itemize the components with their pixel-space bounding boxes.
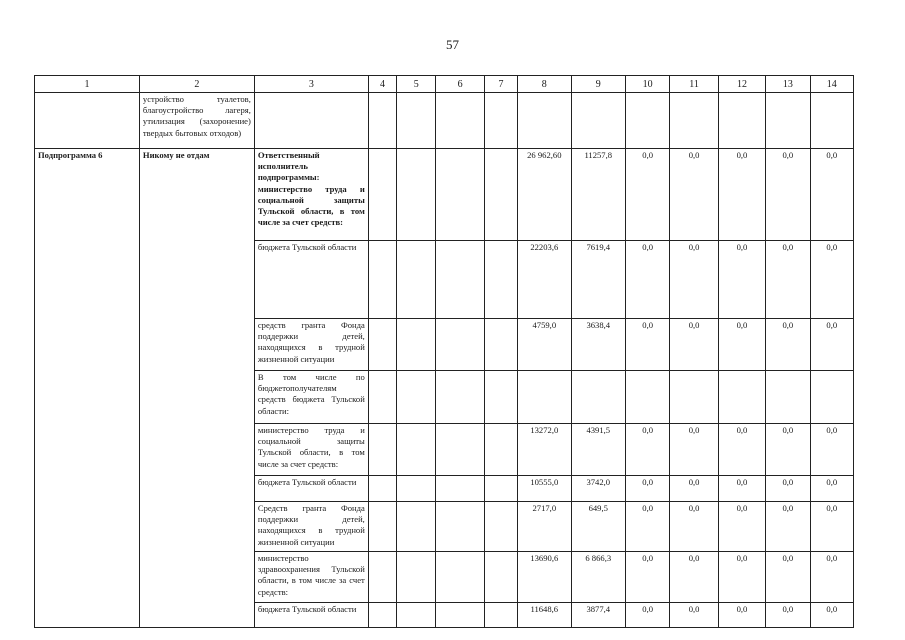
header-cell: 14 — [810, 76, 853, 93]
table-cell — [368, 502, 396, 552]
value-cell: 4759,0 — [518, 319, 571, 371]
value-cell: 0,0 — [625, 424, 669, 476]
table-cell — [484, 241, 517, 319]
value-cell: 0,0 — [766, 149, 810, 241]
table-cell — [571, 93, 625, 149]
table-cell — [484, 149, 517, 241]
header-row — [35, 76, 854, 93]
value-cell: 0,0 — [718, 603, 765, 628]
table-cell — [484, 424, 517, 476]
value-cell: 0,0 — [766, 241, 810, 319]
value-cell: 0,0 — [718, 241, 765, 319]
table-cell — [35, 93, 140, 149]
table-cell — [436, 476, 484, 502]
value-cell: 6 866,3 — [571, 552, 625, 603]
value-cell: 0,0 — [810, 603, 853, 628]
table-cell — [625, 93, 669, 149]
value-cell: 13272,0 — [518, 424, 571, 476]
value-cell: 0,0 — [810, 552, 853, 603]
table-cell — [397, 93, 436, 149]
subprogram-name: Никому не отдам — [139, 149, 254, 628]
table-cell — [397, 603, 436, 628]
value-cell: 0,0 — [625, 241, 669, 319]
header-cell: 9 — [571, 76, 625, 93]
value-cell: 0,0 — [810, 319, 853, 371]
table-cell — [436, 371, 484, 424]
table-cell — [718, 93, 765, 149]
table-cell — [397, 476, 436, 502]
header-cell: 3 — [254, 76, 368, 93]
continuation-text: устройство туалетов, благоустройство лагеря, утилизация (захоронение) твердых бытовых отходов) — [139, 93, 254, 149]
value-cell: 0,0 — [670, 603, 718, 628]
value-cell — [810, 371, 853, 424]
value-cell: 0,0 — [625, 502, 669, 552]
table-cell — [484, 476, 517, 502]
table-cell — [810, 93, 853, 149]
table-cell — [397, 502, 436, 552]
funding-source-label: Средств гранта Фонда поддержки детей, находящихся в трудной жизненной ситуации — [254, 502, 368, 552]
table-cell — [436, 93, 484, 149]
table-cell — [670, 93, 718, 149]
value-cell: 0,0 — [625, 149, 669, 241]
table-row — [35, 149, 854, 241]
table-cell — [484, 603, 517, 628]
table-cell — [368, 241, 396, 319]
value-cell: 11648,6 — [518, 603, 571, 628]
table-cell — [484, 319, 517, 371]
value-cell: 11257,8 — [571, 149, 625, 241]
value-cell: 22203,6 — [518, 241, 571, 319]
subprogram-label: Подпрограмма 6 — [35, 149, 140, 628]
funding-source-label: В том числе по бюджетополучателям средств бюджета Тульской области: — [254, 371, 368, 424]
funding-source-label: Ответственный исполнитель подпрограммы: министерство труда и социальной защиты Тульской области, в том числе за счет средств: — [254, 149, 368, 241]
table-cell — [368, 93, 396, 149]
table-cell — [368, 552, 396, 603]
value-cell: 0,0 — [766, 552, 810, 603]
value-cell — [571, 371, 625, 424]
value-cell: 0,0 — [670, 476, 718, 502]
value-cell: 0,0 — [670, 502, 718, 552]
value-cell: 0,0 — [670, 319, 718, 371]
value-cell: 0,0 — [718, 502, 765, 552]
table-cell — [484, 552, 517, 603]
table-cell — [397, 424, 436, 476]
table-cell — [397, 319, 436, 371]
value-cell — [718, 371, 765, 424]
value-cell: 0,0 — [718, 424, 765, 476]
header-cell: 6 — [436, 76, 484, 93]
value-cell: 10555,0 — [518, 476, 571, 502]
funding-source-label: средств гранта Фонда поддержки детей, находящихся в трудной жизненной ситуации — [254, 319, 368, 371]
table-cell — [397, 371, 436, 424]
header-cell: 11 — [670, 76, 718, 93]
value-cell: 0,0 — [670, 149, 718, 241]
value-cell: 0,0 — [766, 603, 810, 628]
value-cell: 13690,6 — [518, 552, 571, 603]
value-cell: 0,0 — [766, 502, 810, 552]
header-cell: 12 — [718, 76, 765, 93]
table-cell — [368, 476, 396, 502]
budget-table — [34, 75, 854, 628]
value-cell: 0,0 — [810, 476, 853, 502]
funding-source-label: бюджета Тульской области — [254, 241, 368, 319]
value-cell: 4391,5 — [571, 424, 625, 476]
value-cell: 0,0 — [670, 552, 718, 603]
value-cell: 3877,4 — [571, 603, 625, 628]
funding-source-label: министерство труда и социальной защиты Тульской области, в том числе за счет средств: — [254, 424, 368, 476]
table-cell — [436, 552, 484, 603]
value-cell: 0,0 — [810, 502, 853, 552]
table-cell — [484, 371, 517, 424]
value-cell: 649,5 — [571, 502, 625, 552]
value-cell: 0,0 — [766, 476, 810, 502]
funding-source-label: бюджета Тульской области — [254, 603, 368, 628]
continuation-row — [35, 93, 854, 149]
header-cell: 4 — [368, 76, 396, 93]
header-cell: 8 — [518, 76, 571, 93]
table-cell — [397, 552, 436, 603]
table-cell — [436, 149, 484, 241]
value-cell — [766, 371, 810, 424]
header-cell: 5 — [397, 76, 436, 93]
value-cell: 0,0 — [625, 476, 669, 502]
value-cell: 3742,0 — [571, 476, 625, 502]
value-cell — [625, 371, 669, 424]
table-cell — [436, 424, 484, 476]
value-cell: 0,0 — [718, 149, 765, 241]
value-cell: 0,0 — [625, 603, 669, 628]
value-cell: 0,0 — [810, 424, 853, 476]
table-cell — [518, 93, 571, 149]
header-cell: 13 — [766, 76, 810, 93]
table-cell — [436, 319, 484, 371]
value-cell: 0,0 — [670, 241, 718, 319]
table-cell — [436, 502, 484, 552]
table-cell — [436, 603, 484, 628]
table-cell — [397, 149, 436, 241]
value-cell: 7619,4 — [571, 241, 625, 319]
table-cell — [397, 241, 436, 319]
value-cell: 0,0 — [670, 424, 718, 476]
value-cell: 26 962,60 — [518, 149, 571, 241]
table-cell — [368, 371, 396, 424]
table-cell — [368, 149, 396, 241]
page-number: 57 — [446, 37, 459, 52]
value-cell: 0,0 — [718, 476, 765, 502]
table-cell — [484, 93, 517, 149]
value-cell: 2717,0 — [518, 502, 571, 552]
value-cell: 0,0 — [810, 149, 853, 241]
table-cell — [368, 603, 396, 628]
funding-source-label: бюджета Тульской области — [254, 476, 368, 502]
table-cell — [484, 502, 517, 552]
value-cell: 0,0 — [810, 241, 853, 319]
value-cell: 0,0 — [718, 552, 765, 603]
value-cell: 0,0 — [766, 319, 810, 371]
value-cell — [670, 371, 718, 424]
value-cell: 0,0 — [625, 319, 669, 371]
table-cell — [368, 424, 396, 476]
header-cell: 1 — [35, 76, 140, 93]
value-cell: 3638,4 — [571, 319, 625, 371]
value-cell: 0,0 — [718, 319, 765, 371]
table-cell — [436, 241, 484, 319]
value-cell — [518, 371, 571, 424]
table-cell — [766, 93, 810, 149]
value-cell: 0,0 — [625, 552, 669, 603]
value-cell: 0,0 — [766, 424, 810, 476]
table-cell — [368, 319, 396, 371]
header-cell: 2 — [139, 76, 254, 93]
header-cell: 7 — [484, 76, 517, 93]
funding-source-label: министерство здравоохранения Тульской области, в том числе за счет средств: — [254, 552, 368, 603]
header-cell: 10 — [625, 76, 669, 93]
table-cell — [254, 93, 368, 149]
